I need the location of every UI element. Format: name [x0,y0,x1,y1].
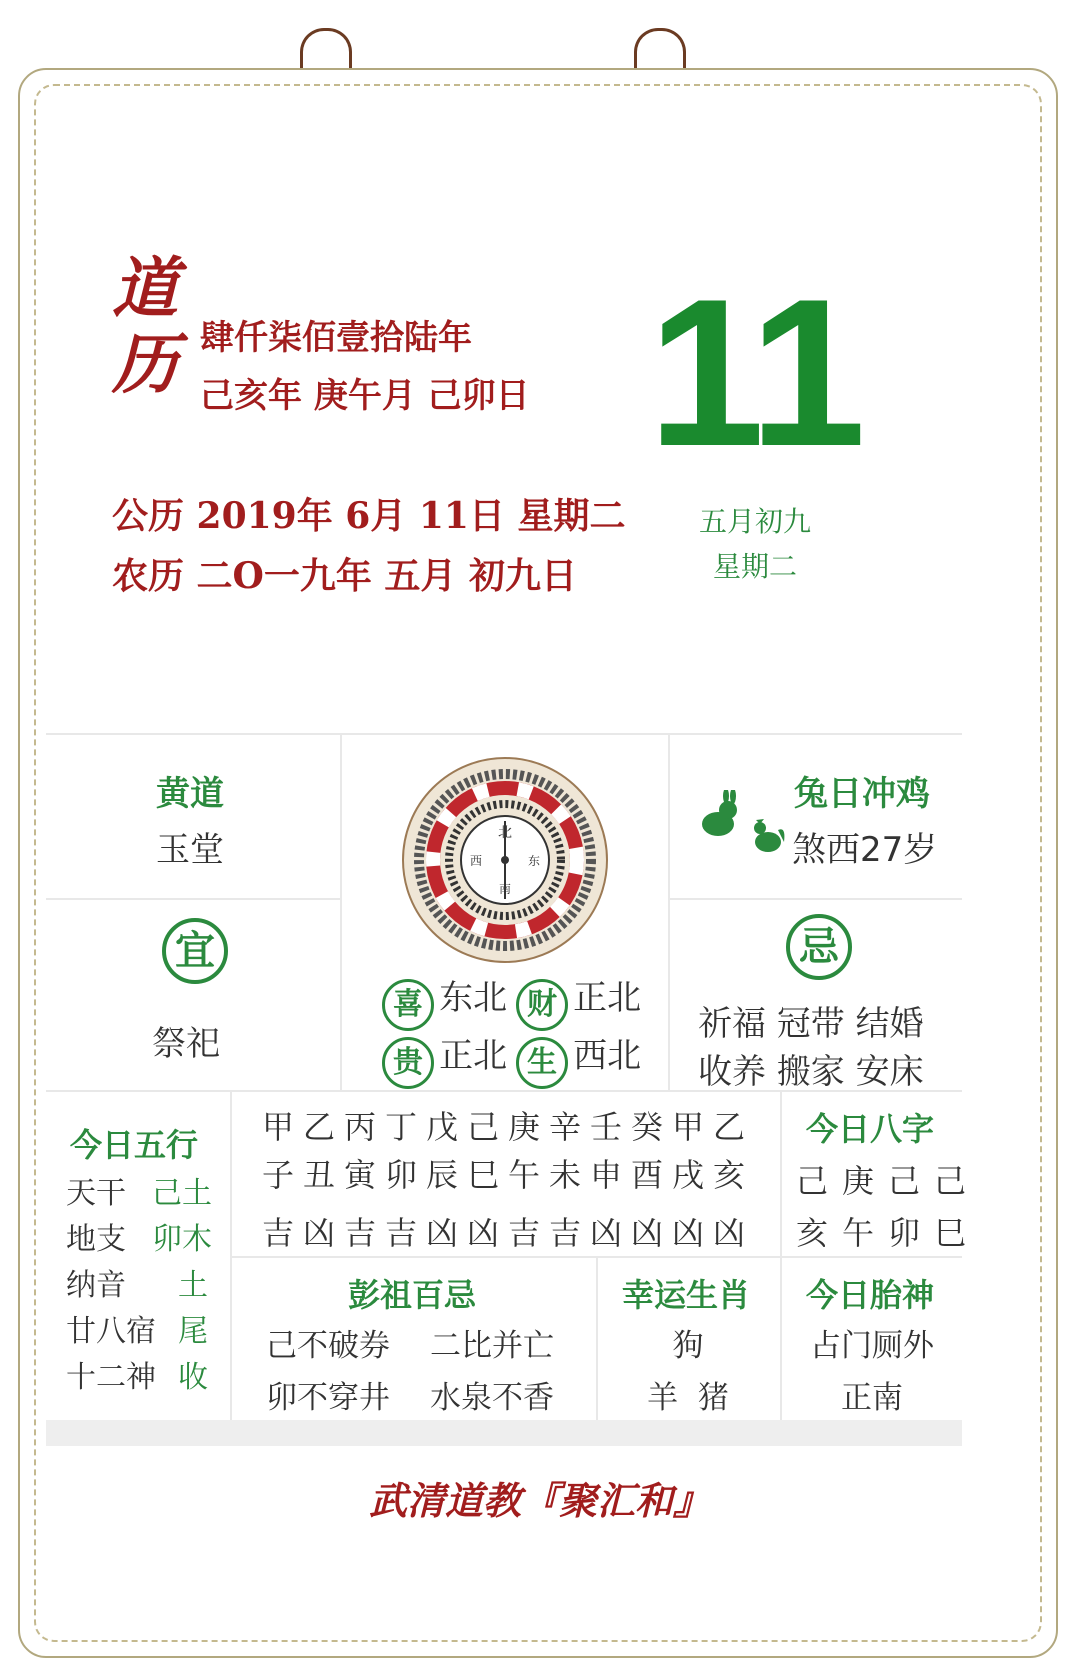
ji-line2: 收养 搬家 安床 [698,1052,924,1092]
rabbit-icon [694,790,744,844]
gui-dir: 正北 [439,1036,508,1076]
grid-line [780,1090,782,1420]
grid-line [230,1090,232,1420]
gregorian-date: 公历 2019年 6月 11日 星期二 [112,495,626,537]
sheng-badge: 生 [516,1037,568,1089]
compass-xi [382,970,507,1031]
svg-text:西: 西 [469,854,483,868]
lucky-title: 幸运生肖 [622,1276,751,1314]
grid-line [340,733,342,1090]
grid-line [670,898,962,900]
bottom-band [46,1420,962,1446]
wuxing-row: 纳音 土 [66,1268,208,1303]
bazi-title: 今日八字 [806,1110,935,1148]
pengzu-b1: 卯不穿井 [266,1380,390,1416]
wuxing-title: 今日五行 [70,1126,199,1164]
grid-line [46,898,340,900]
rooster-icon [748,816,788,860]
shichen-stems: 甲乙丙丁戊己庚辛壬癸甲乙 [262,1108,755,1146]
lunar-date: 农历 二O一九年 五月 初九日 [112,555,577,597]
pengzu-title: 彭祖百忌 [348,1276,477,1314]
lucky-line2: 羊 猪 [647,1380,729,1416]
day-number: 11 [648,255,862,490]
huangdao-value: 玉堂 [156,830,224,870]
bazi-row2: 亥午卯巳 [796,1214,981,1252]
compass-cai [516,970,641,1031]
taishen-title: 今日胎神 [806,1276,935,1314]
logo-char-li: 历 [112,325,178,403]
svg-text:东: 东 [527,854,541,868]
lucky-line1: 狗 [672,1328,704,1364]
ji-line1: 祈福 冠带 结婚 [698,1004,924,1044]
chong-value: 煞西27岁 [792,830,938,870]
compass-gui [382,1028,507,1089]
footer-signature: 武清道教『聚汇和』 [368,1478,711,1523]
yi-badge: 宜 [162,918,228,984]
shichen-luck: 吉凶吉吉凶凶吉吉凶凶凶凶 [262,1214,755,1252]
compass-sheng [516,1028,641,1089]
shichen-branches: 子丑寅卯辰巳午未申酉戌亥 [262,1156,755,1194]
grid-line [668,733,670,1090]
wuxing-row: 十二神 收 [66,1360,208,1395]
chong-title: 兔日冲鸡 [794,774,930,814]
dao-li-logo [112,250,178,402]
pengzu-a1: 己不破券 [266,1328,390,1364]
wuxing-row: 地支 卯木 [66,1222,212,1257]
sheng-dir: 西北 [573,1036,642,1076]
huangdao-title: 黄道 [156,774,224,814]
weekday: 星期二 [712,550,797,583]
pengzu-a2: 二比并亡 [430,1328,554,1364]
bazi-row1: 己庚己己 [796,1162,981,1200]
svg-text:南: 南 [498,882,512,896]
taishen-line2: 正南 [841,1380,903,1416]
yi-value: 祭祀 [152,1024,220,1064]
gui-badge: 贵 [382,1037,434,1089]
dao-year-line: 肆仟柒佰壹拾陆年 [200,318,472,358]
grid-line [46,733,962,735]
lunar-short: 五月初九 [698,505,811,538]
xi-badge: 喜 [382,979,434,1031]
wuxing-row: 廿八宿 尾 [66,1314,208,1349]
ganzhi-line: 己亥年 庚午月 己卯日 [200,376,530,416]
ji-badge: 忌 [786,914,852,980]
cai-dir: 正北 [573,978,642,1018]
pengzu-b2: 水泉不香 [430,1380,554,1416]
svg-text:北: 北 [498,825,512,841]
wuxing-row: 天干 己土 [66,1176,212,1211]
cai-badge: 财 [516,979,568,1031]
logo-char-dao: 道 [112,249,178,327]
taishen-line1: 占门厕外 [810,1328,934,1364]
xi-dir: 东北 [439,978,508,1018]
luopan-compass-icon [400,755,610,965]
